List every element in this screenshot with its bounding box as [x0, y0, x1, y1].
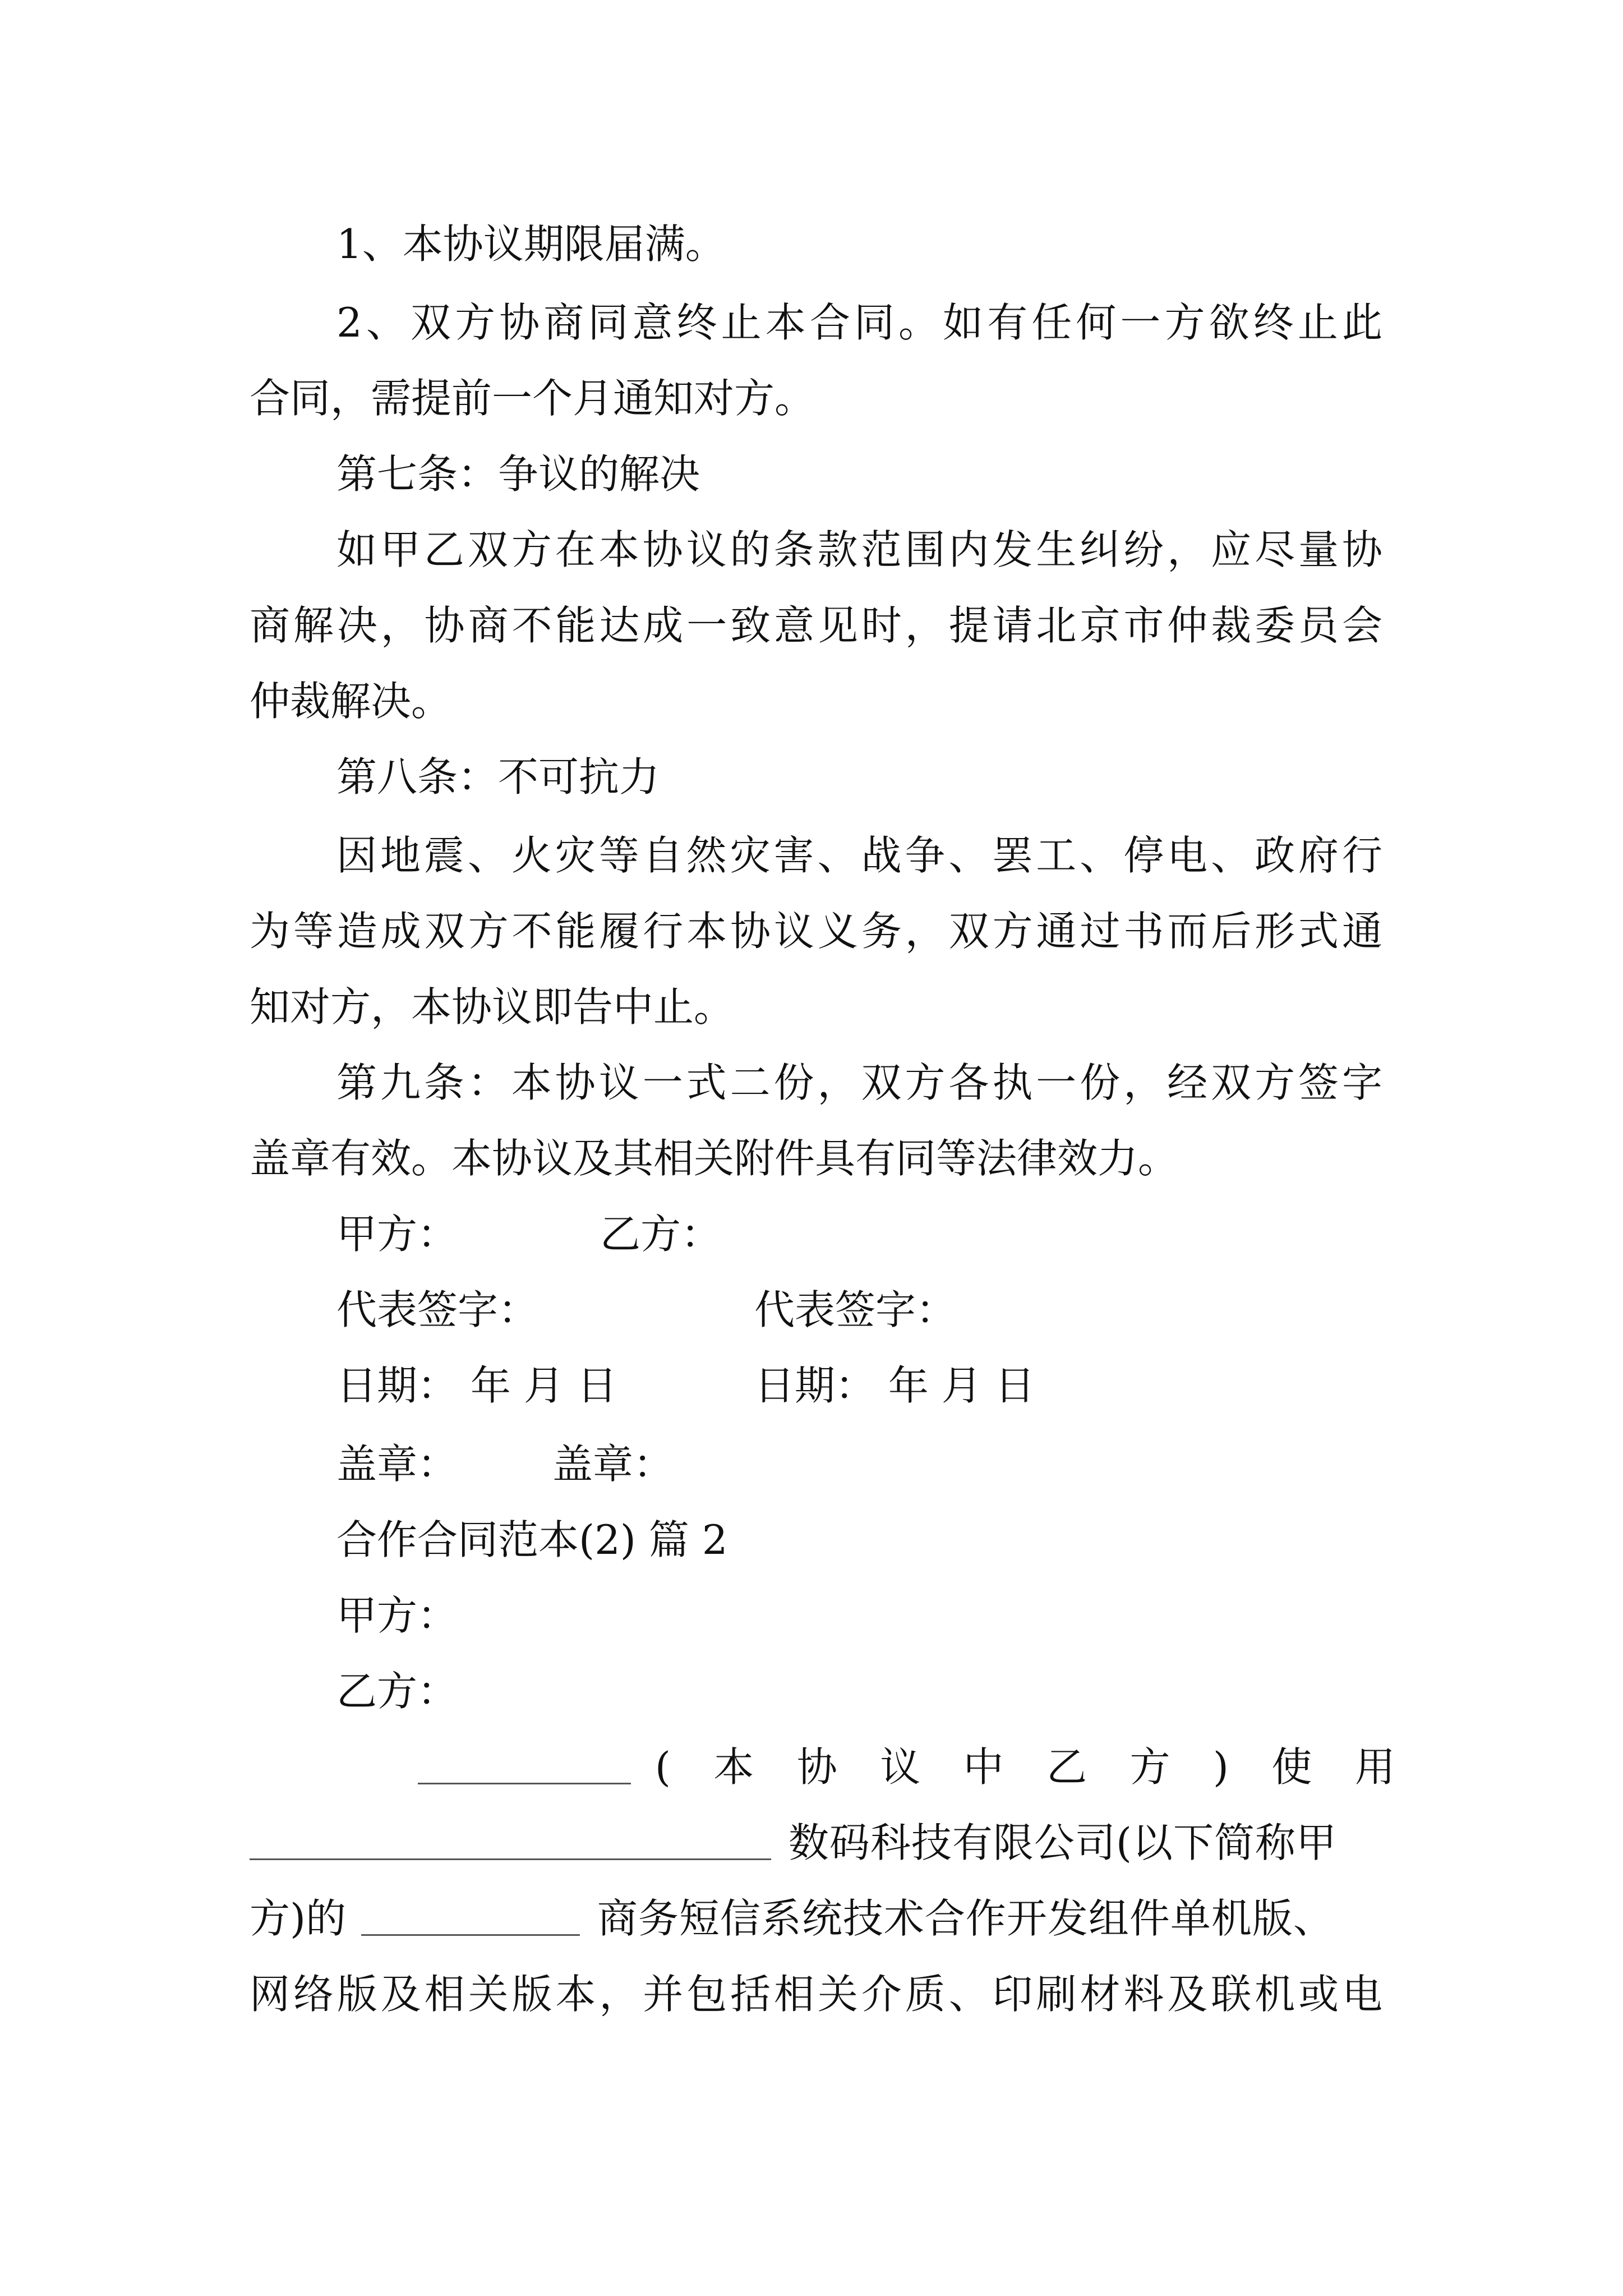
- product-line: [250, 1890, 1382, 1947]
- party-a-label: 甲方：: [336, 1211, 458, 1258]
- usage-char: 议: [880, 1743, 921, 1791]
- product-line-prefix: 方)的: [250, 1895, 347, 1942]
- section-heading-7: 第七条：争议的解决: [336, 450, 700, 498]
- section-8-paragraph-line-1: 因地震、火灾等自然灾害、战争、罢工、停电、政府行: [336, 832, 1382, 879]
- usage-char: 中: [963, 1743, 1004, 1791]
- section-heading-8: 第八条：不可抗力: [336, 753, 660, 800]
- section-9-line-2: 盖章有效。本协议及其相关附件具有同等法律效力。: [250, 1135, 1179, 1182]
- section-8-paragraph-line-3: 知对方，本协议即告中止。: [250, 983, 735, 1030]
- usage-char: 使: [1271, 1743, 1312, 1791]
- section-7-paragraph-line-1: 如甲乙双方在本协议的条款范围内发生纠纷，应尽量协: [336, 526, 1382, 573]
- blank-product-name[interactable]: [361, 1894, 580, 1936]
- contract-2-title: 合作合同范本(2) 篇 2: [336, 1516, 728, 1563]
- blank-party-b-name[interactable]: [418, 1742, 631, 1784]
- product-line-continuation: 网络版及相关版本，并包括相关介质、印刷材料及联机或电: [250, 1971, 1382, 2018]
- clause-item-2-line-1: 2、双方协商同意终止本合同。如有任何一方欲终止此: [336, 299, 1382, 346]
- section-8-paragraph-line-2: 为等造成双方不能履行本协议义务，双方通过书而后形式通: [250, 908, 1382, 955]
- usage-char: (: [654, 1743, 671, 1791]
- company-line-text: 数码科技有限公司(以下简称甲: [788, 1819, 1337, 1866]
- party-b-label: 乙方：: [600, 1211, 722, 1258]
- section-7-paragraph-line-2: 商解决，协商不能达成一致意见时，提请北京市仲裁委员会: [250, 602, 1382, 649]
- usage-line: [418, 1739, 1395, 1795]
- usage-char: ): [1212, 1743, 1229, 1791]
- section-7-paragraph-line-3: 仲裁解决。: [250, 678, 452, 725]
- date-b: 日期： 年 月 日: [754, 1362, 1035, 1409]
- section-9-line-1: 第九条：本协议一式二份，双方各执一份，经双方签字: [336, 1059, 1382, 1106]
- seal-a: 盖章：: [336, 1441, 458, 1488]
- usage-char: 用: [1354, 1743, 1395, 1791]
- clause-item-2-line-2: 合同，需提前一个月通知对方。: [250, 375, 815, 422]
- usage-char: 乙: [1046, 1743, 1087, 1791]
- blank-company-name[interactable]: [250, 1818, 771, 1860]
- company-line: [250, 1815, 1382, 1871]
- contract-2-party-b: 乙方：: [336, 1668, 458, 1715]
- usage-line-text: [655, 1739, 1395, 1795]
- contract-2-party-a: 甲方：: [336, 1592, 458, 1639]
- representative-signature-a: 代表签字：: [336, 1286, 539, 1333]
- representative-signature-b: 代表签字：: [754, 1286, 957, 1333]
- usage-char: 协: [796, 1743, 837, 1791]
- usage-char: 本: [713, 1743, 754, 1791]
- seal-b: 盖章：: [552, 1441, 674, 1488]
- product-line-text: 商务短信系统技术合作开发组件单机版、: [597, 1895, 1334, 1942]
- date-a: 日期： 年 月 日: [336, 1362, 617, 1409]
- usage-char: 方: [1129, 1743, 1170, 1791]
- clause-item-1: 1、本协议期限届满。: [336, 220, 726, 268]
